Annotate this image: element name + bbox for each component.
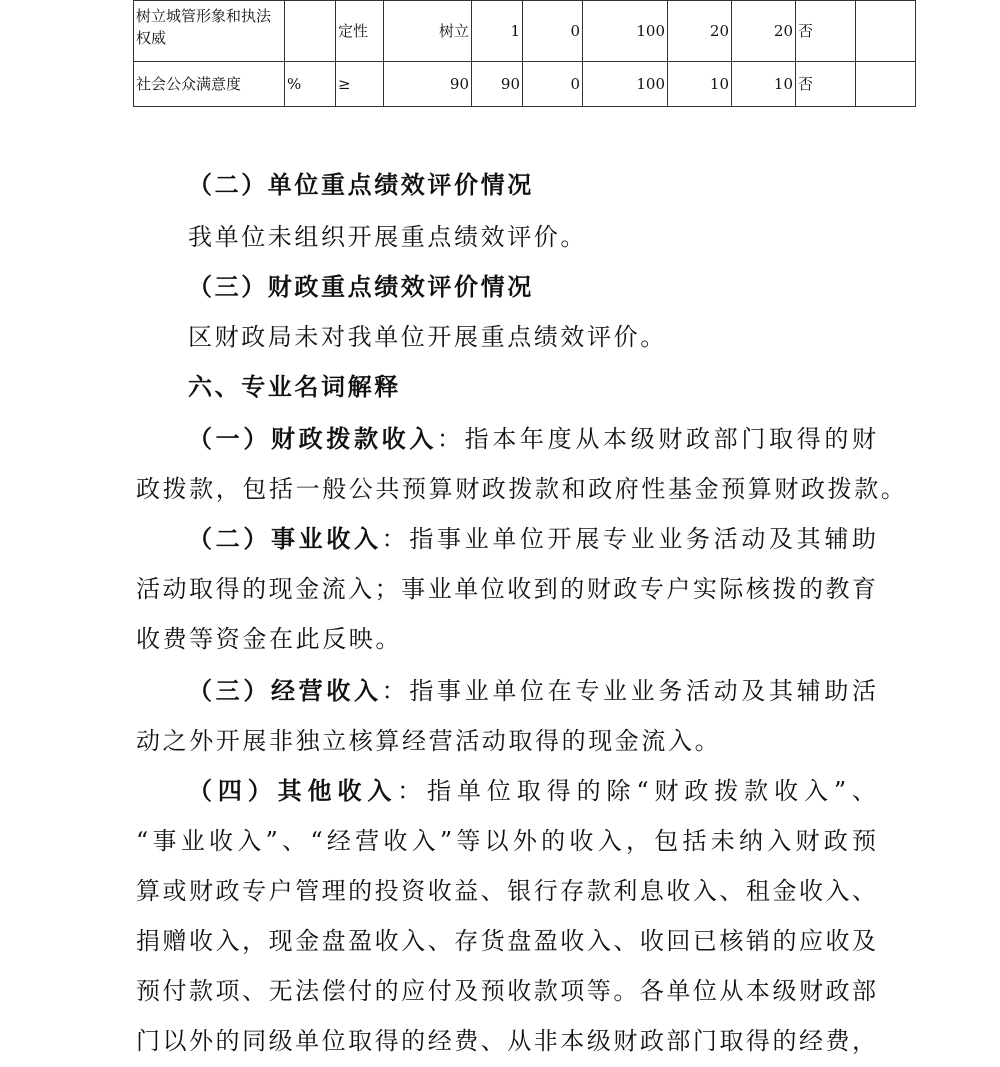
score-cell: 20 bbox=[732, 1, 796, 62]
weight-cell: 10 bbox=[668, 62, 732, 107]
unit-cell: % bbox=[285, 62, 336, 107]
definition-term: （三）经营收入 bbox=[188, 676, 382, 705]
definition-text: 算或财政专户管理的投资收益、银行存款利息收入、租金收入、 bbox=[136, 877, 876, 905]
definition-paragraph bbox=[188, 524, 876, 554]
definition-text: “事业收入”、“经营收入”等以外的收入，包括未纳入财政预 bbox=[136, 827, 876, 855]
definition-text: 捐赠收入，现金盘盈收入、存货盘盈收入、收回已核销的应收及 bbox=[136, 927, 876, 955]
definition-text: 政拨款，包括一般公共预算财政拨款和政府性基金预算财政拨款。 bbox=[136, 475, 908, 503]
weight-cell: 20 bbox=[668, 1, 732, 62]
section-heading-finance-evaluation: （三）财政重点绩效评价情况 bbox=[188, 272, 534, 301]
definition-text: ：指事业单位在专业业务活动及其辅助活 bbox=[381, 677, 877, 705]
definition-text: 活动取得的现金流入；事业单位收到的财政专户实际核拨的教育 bbox=[136, 575, 876, 603]
target-value-cell: 树立 bbox=[384, 1, 472, 62]
flag-cell: 否 bbox=[796, 62, 856, 107]
definition-term: （一）财政拨款收入 bbox=[188, 424, 437, 453]
definition-paragraph bbox=[188, 676, 876, 706]
table-row bbox=[134, 62, 916, 107]
definition-text: ：指本年度从本级财政部门取得的财 bbox=[437, 425, 876, 453]
section-heading-unit-evaluation: （二）单位重点绩效评价情况 bbox=[188, 170, 534, 199]
definition-paragraph bbox=[188, 424, 876, 454]
completion-rate-cell: 100 bbox=[583, 1, 668, 62]
score-cell: 10 bbox=[732, 62, 796, 107]
indicator-name-cell: 社会公众满意度 bbox=[134, 62, 285, 107]
deviation-cell: 0 bbox=[523, 1, 583, 62]
actual-value-cell: 1 bbox=[472, 1, 523, 62]
section-heading-glossary: 六、专业名词解释 bbox=[188, 372, 401, 401]
operator-cell: 定性 bbox=[336, 1, 384, 62]
definition-text: 收费等资金在此反映。 bbox=[136, 625, 402, 653]
definition-paragraph bbox=[188, 776, 876, 806]
unit-cell bbox=[285, 1, 336, 62]
paragraph-unit-evaluation: 我单位未组织开展重点绩效评价。 bbox=[188, 223, 587, 251]
remark-cell bbox=[856, 62, 916, 107]
flag-cell: 否 bbox=[796, 1, 856, 62]
performance-table bbox=[133, 0, 916, 107]
paragraph-finance-evaluation: 区财政局未对我单位开展重点绩效评价。 bbox=[188, 323, 667, 351]
table-row bbox=[134, 1, 916, 62]
definition-term: （四）其他收入 bbox=[188, 776, 398, 805]
definition-text: 门以外的同级单位取得的经费、从非本级财政部门取得的经费， bbox=[136, 1027, 876, 1055]
remark-cell bbox=[856, 1, 916, 62]
definition-term: （二）事业收入 bbox=[188, 524, 382, 553]
completion-rate-cell: 100 bbox=[583, 62, 668, 107]
definition-text: 预付款项、无法偿付的应付及预收款项等。各单位从本级财政部 bbox=[136, 977, 876, 1005]
deviation-cell: 0 bbox=[523, 62, 583, 107]
actual-value-cell: 90 bbox=[472, 62, 523, 107]
definition-text: ：指事业单位开展专业业务活动及其辅助 bbox=[381, 525, 877, 553]
definition-text: ：指单位取得的除“财政拨款收入”、 bbox=[397, 777, 877, 805]
target-value-cell: 90 bbox=[384, 62, 472, 107]
operator-cell: ≥ bbox=[336, 62, 384, 107]
definition-text: 动之外开展非独立核算经营活动取得的现金流入。 bbox=[136, 727, 722, 755]
indicator-name-cell: 树立城管形象和执法权威 bbox=[134, 1, 285, 62]
